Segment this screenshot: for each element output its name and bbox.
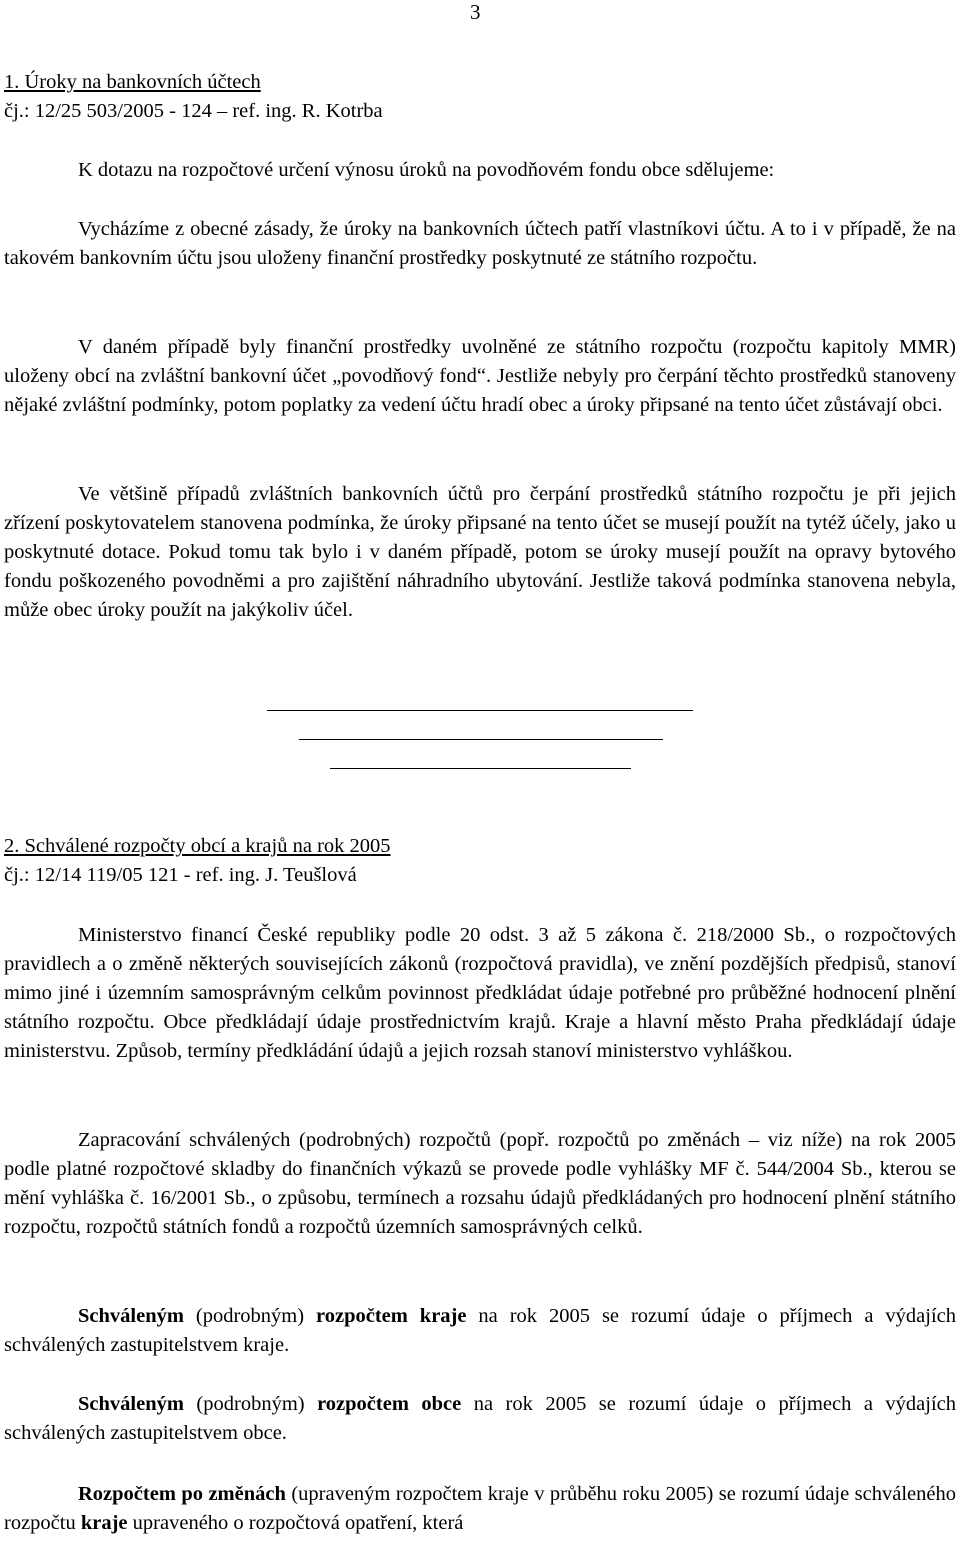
separator-line-2	[299, 739, 663, 740]
section1-reference: čj.: 12/25 503/2005 - 124 – ref. ing. R. Kotrba	[4, 100, 383, 122]
section2-reference: čj.: 12/14 119/05 121 - ref. ing. J. Teušlová	[4, 864, 357, 886]
section2-paragraph-4	[4, 1390, 956, 1448]
section2-paragraph-2: Zapracování schválených (podrobných) rozpočtů (popř. rozpočtů po změnách – viz níže) na rok 2005 podle platné rozpočtové skladby do finančních výkazů se provede podle vyhlášky MF č. 544/2004 Sb., kterou se mění vyhláška č. 16/2001 Sb., o způsobu, termínech a rozsahu údajů předkládaných pro hodnocení plnění státního rozpočtu, rozpočtů státních fondů a rozpočtů územních samosprávných celků.	[4, 1129, 956, 1238]
text-run: upraveného o rozpočtová opatření, která	[127, 1512, 464, 1534]
separator-line-1	[267, 710, 693, 711]
section1-paragraph-4: Ve většině případů zvláštních bankovních účtů pro čerpání prostředků státního rozpočtu je při jejich zřízení poskytovatelem stanovena podmínka, že úroky připsané na tento účet se musejí použít na tytéž účely, jako u poskytnuté dotace. Pokud tomu tak bylo i v daném případě, potom se úroky musejí použít na opravy bytového fondu poškozeného povodněmi a pro zajištění náhradního ubytování. Jestliže taková podmínka stanovena nebyla, může obec úroky použít na jakýkoliv účel.	[4, 483, 956, 621]
separator-line-3	[330, 768, 631, 769]
section2-paragraph-1: Ministerstvo financí České republiky podle 20 odst. 3 až 5 zákona č. 218/2000 Sb., o rozpočtových pravidlech a o změně některých souvisejících zákonů (rozpočtová pravidla), ve znění pozdějších předpisů, stanoví mimo jiné i územním samosprávným celkům povinnost předkládat údaje potřebné pro průběžné hodnocení plnění státního rozpočtu. Obce předkládají údaje prostřednictvím krajů. Kraje a hlavní město Praha předkládají údaje ministerstvu. Způsob, termíny předkládání údajů a jejich rozsah stanoví ministerstvo vyhláškou.	[4, 924, 956, 1062]
section1-header	[4, 68, 956, 126]
section1-heading: 1. Úroky na bankovních účtech	[4, 71, 261, 93]
text-run: (podrobným)	[183, 1305, 317, 1327]
section1-paragraph-1: K dotazu na rozpočtové určení výnosu úroků na povodňovém fondu obce sdělujeme:	[78, 159, 775, 181]
bold-term: rozpočtem obce	[317, 1393, 462, 1415]
bold-term: Rozpočtem po změnách	[78, 1483, 286, 1505]
section1-paragraph-3: V daném případě byly finanční prostředky uvolněné ze státního rozpočtu (rozpočtu kapitoly MMR) uloženy obcí na zvláštní bankovní účet „povodňový fond“. Jestliže nebyly pro čerpání těchto prostředků stanoveny nějaké zvláštní podmínky, potom poplatky za vedení účtu hradí obec a úroky připsané na tento účet zůstávají obci.	[4, 336, 956, 416]
bold-term: kraje	[80, 1512, 128, 1534]
section2-paragraph-5	[4, 1480, 956, 1538]
text-run: (upraveným rozpočtem kraje v průběhu roku 2005) se rozumí údaje schváleného rozpočtu	[4, 1483, 956, 1534]
section2-header	[4, 832, 956, 890]
text-run: na rok 2005 se rozumí údaje o příjmech a výdajích schválených zastupitelstvem kraje.	[4, 1305, 956, 1356]
text-run: na rok 2005 se rozumí údaje o příjmech a výdajích schválených zastupitelstvem obce.	[4, 1393, 956, 1444]
bold-term: Schváleným	[78, 1305, 184, 1327]
bold-term: Schváleným	[78, 1393, 184, 1415]
bold-term: rozpočtem kraje	[316, 1305, 467, 1327]
section2-heading: 2. Schválené rozpočty obcí a krajů na rok 2005	[4, 835, 391, 857]
page-number: 3	[470, 0, 481, 24]
text-run: (podrobným)	[183, 1393, 318, 1415]
section2-paragraph-3	[4, 1302, 956, 1360]
section1-paragraph-2: Vycházíme z obecné zásady, že úroky na bankovních účtech patří vlastníkovi účtu. A to i v případě, že na takovém bankovním účtu jsou uloženy finanční prostředky poskytnuté ze státního rozpočtu.	[4, 218, 956, 269]
